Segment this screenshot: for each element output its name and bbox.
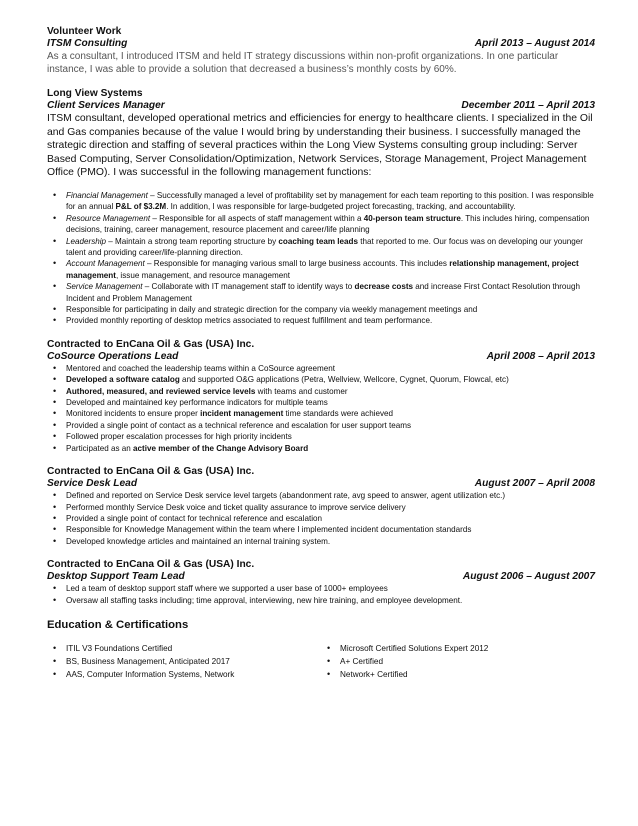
list-item: • Defined and reported on Service Desk service level targets (abandonment rate, avg speed to answer, agent utilization etc.) [47,490,595,501]
list-item: • Participated as an active member of the Change Advisory Board [47,443,595,454]
list-item: • ITIL V3 Foundations Certified [47,642,321,655]
desktop-role-row [47,571,595,583]
servicedesk-role-row [47,478,595,490]
list-item: • Monitored incidents to ensure proper incident management time standards were achieved [47,408,595,419]
desktop-list [47,583,595,606]
education-left-list [47,642,321,681]
list-item: • Responsible for Knowledge Management within the team where I implemented incident documentation standards [47,524,595,535]
list-item: • A+ Certified [321,655,595,668]
list-item: • Service Management – Collaborate with IT management staff to identify ways to decrease costs and increase First Contact Resolution through Incident and Problem Management [47,281,595,304]
list-item: • Microsoft Certified Solutions Expert 2012 [321,642,595,655]
cosource-role-row [47,351,595,363]
list-item: • Resource Management – Responsible for all aspects of staff management within a 40-person team structure. This includes hiring, compensation decisions, training, career management, resource placement and career/life planning [47,213,595,236]
list-item: • Financial Management – Successfully managed a level of profitability set by management for each team reporting to this position. I was responsible for an annual P&L of $3.2M. In addition, I was responsible for large-budgeted project forecasting, tracking, and accountability. [47,190,595,213]
resume-page [47,26,595,681]
list-item: • Provided a single point of contact for technical reference and escalation [47,513,595,524]
list-item: • Developed and maintained key performance indicators for multiple teams [47,397,595,408]
list-item: • Followed proper escalation processes for high priority incidents [47,431,595,442]
volunteer-heading: Volunteer Work [47,26,122,37]
longview-role: Client Services Manager [47,100,165,111]
volunteer-role-row [47,38,595,50]
list-item: • Provided a single point of contact as a technical reference and escalation for user support teams [47,420,595,431]
education-columns [47,642,595,681]
desktop-role: Desktop Support Team Lead [47,571,185,583]
cosource-list [47,363,595,454]
cosource-role: CoSource Operations Lead [47,350,179,362]
longview-dates: December 2011 – April 2013 [461,100,595,111]
list-item: • Responsible for participating in daily and strategic direction for the company via weekly management meetings and [47,304,595,315]
cosource-company: Contracted to EnCana Oil & Gas (USA) Inc. [47,338,255,350]
list-item: • Network+ Certified [321,668,595,681]
longview-list [47,190,595,327]
education-right-list [321,642,595,681]
volunteer-role: ITSM Consulting [47,38,128,49]
list-item: • Account Management – Responsible for managing various small to large business accounts. This includes relationship management, project management, issue management, and resource management [47,258,595,281]
list-item: • Developed knowledge articles and maintained an internal training system. [47,536,595,547]
servicedesk-dates: August 2007 – April 2008 [474,478,595,490]
list-item: • BS, Business Management, Anticipated 2017 [47,655,321,668]
list-item: • Led a team of desktop support staff where we supported a user base of 1000+ employees [47,583,595,594]
list-item: • Performed monthly Service Desk voice and ticket quality assurance to improve service delivery [47,502,595,513]
list-item: • Mentored and coached the leadership teams within a CoSource agreement [47,363,595,374]
longview-company: Long View Systems [47,88,143,99]
cosource-dates: April 2008 – April 2013 [486,350,595,362]
longview-summary: ITSM consultant, developed operational metrics and efficiencies for energy to healthcare clients. I specialized in the Oil and Gas companies because of the value I would bring by understanding their business. I successfully managed the strategic direction and staffing of several practices within the Long View Systems consulting group including: Server Based Computing, Server Consolidation/Optimization, Network Services, Storage Management, Project Management Office (PMO). I was successful in the following management functions: [47,113,593,179]
education-heading: Education & Certifications [47,618,189,631]
volunteer-dates: April 2013 – August 2014 [474,38,595,49]
servicedesk-role: Service Desk Lead [47,478,138,490]
list-item: • Leadership – Maintain a strong team reporting structure by coaching team leads that reported to me. Our focus was on developing our younger talent and providing career/life-planning direction. [47,236,595,259]
desktop-dates: August 2006 – August 2007 [462,571,595,583]
servicedesk-list [47,490,595,547]
list-item: • Developed a software catalog and supported O&G applications (Petra, Wellview, Wellcore, Cygnet, Quorum, Flowcal, etc) [47,374,595,385]
volunteer-text: As a consultant, I introduced ITSM and held IT strategy discussions within non-profit organizations. In one particular instance, I was able to provide a solution that decreased a business’s monthly costs by 60%. [47,51,559,75]
list-item: • Authored, measured, and reviewed service levels with teams and customer [47,386,595,397]
list-item: • Oversaw all staffing tasks including; time approval, interviewing, new hire training, and employee development. [47,595,595,606]
list-item: • AAS, Computer Information Systems, Network [47,668,321,681]
list-item: • Provided monthly reporting of desktop metrics associated to request fulfillment and team performance. [47,315,595,326]
servicedesk-company: Contracted to EnCana Oil & Gas (USA) Inc. [47,466,255,478]
longview-role-row [47,100,595,112]
desktop-company: Contracted to EnCana Oil & Gas (USA) Inc. [47,559,255,571]
